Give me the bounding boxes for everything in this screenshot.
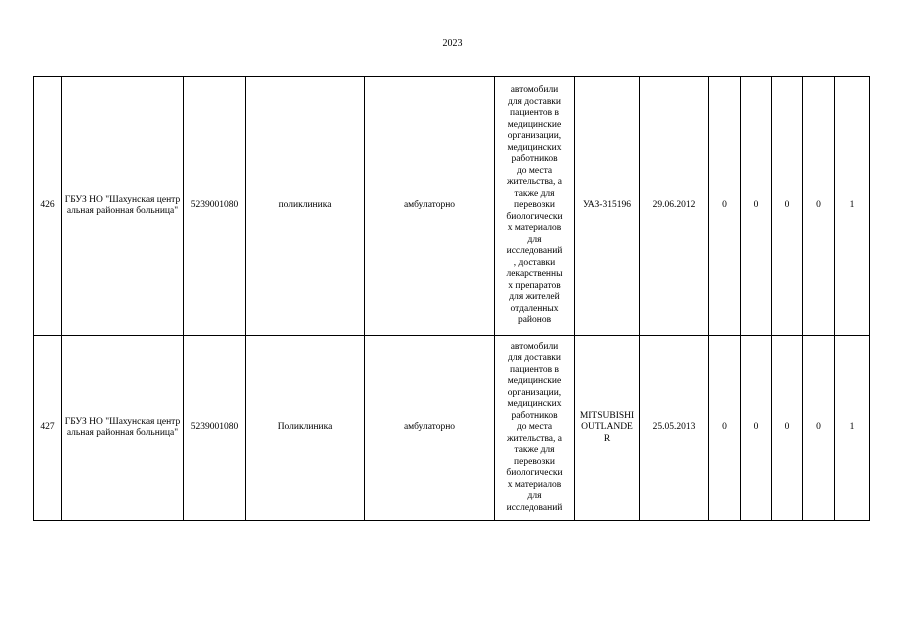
acquisition-date: 25.05.2013 [640,336,709,521]
vehicle-purpose [495,336,575,521]
row-number: 426 [34,77,62,336]
vehicle-register-table [33,76,870,521]
page-number: 2023 [442,38,463,49]
table-row [34,336,870,521]
count-cell: 0 [709,336,741,521]
row-number: 427 [34,336,62,521]
organization-name: ГБУЗ НО "Шахунская центральная районная больница" [62,336,184,521]
care-type: амбулаторно [365,336,495,521]
department: Поликлиника [246,336,365,521]
count-cell: 0 [803,336,835,521]
care-type: амбулаторно [365,77,495,336]
department: поликлиника [246,77,365,336]
vehicle-purpose-text: автомобили для доставки пациентов в медицинские организации, медицинских работников до места жительства, а также для перевозки биологически х материалов для исследований , доставки лекарственны х препаратов для жителей отдаленных районов [506,85,563,326]
vehicle-model: УАЗ-315196 [575,77,640,336]
count-cell: 0 [741,77,772,336]
vehicle-purpose [495,77,575,336]
acquisition-date: 29.06.2012 [640,77,709,336]
vehicle-model: MITSUBISHI OUTLANDE R [575,336,640,521]
count-cell: 0 [772,77,803,336]
table-row [34,77,870,336]
count-cell: 1 [835,336,870,521]
vehicle-purpose-text: автомобили для доставки пациентов в медицинские организации, медицинских работников до места жительства, а также для перевозки биологически х материалов для исследований [506,341,563,513]
count-cell: 0 [772,336,803,521]
count-cell: 0 [709,77,741,336]
organization-code: 5239001080 [184,336,246,521]
count-cell: 1 [835,77,870,336]
organization-code: 5239001080 [184,77,246,336]
count-cell: 0 [741,336,772,521]
organization-name: ГБУЗ НО "Шахунская центральная районная больница" [62,77,184,336]
count-cell: 0 [803,77,835,336]
